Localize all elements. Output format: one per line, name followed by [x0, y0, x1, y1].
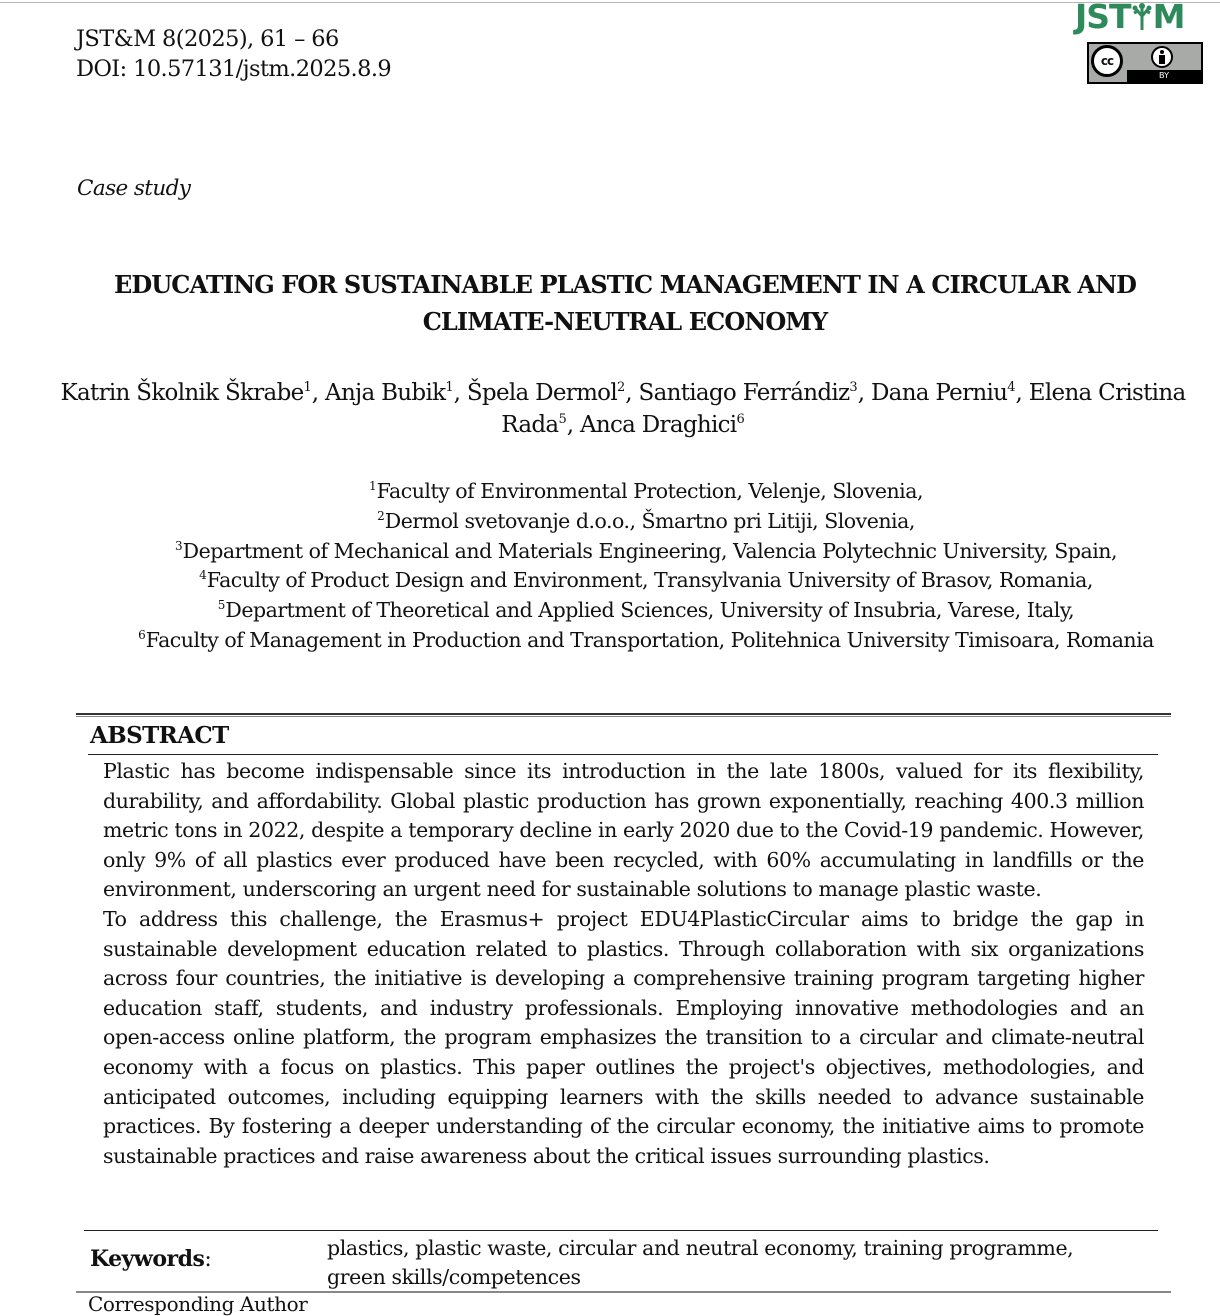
title-line-2: CLIMATE-NEUTRAL ECONOMY [422, 307, 828, 336]
cc-by-license-badge[interactable] [1087, 42, 1203, 84]
journal-citation: JST&M 8(2025), 61 – 66 [76, 26, 339, 52]
journal-info [76, 24, 391, 84]
doi: DOI: 10.57131/jstm.2025.8.9 [76, 56, 392, 82]
affiliation-number: 5 [217, 598, 226, 613]
author-name: Anca Draghici [579, 412, 737, 438]
journal-logo [1075, 0, 1203, 34]
abstract-top-rule [76, 713, 1171, 717]
author-name: Elena Cristina Rada [501, 380, 1186, 438]
author-name: Santiago Ferrándiz [638, 380, 850, 406]
author-affiliation-mark: 4 [1007, 380, 1016, 395]
creative-commons-icon: cc [1091, 45, 1123, 77]
author-affiliation-mark: 2 [617, 380, 626, 395]
affiliation-number: 2 [377, 508, 385, 523]
abstract-heading-rule [88, 754, 1158, 755]
logo-text-right: M [1152, 0, 1185, 36]
abstract-paragraph: To address this challenge, the Erasmus+ project EDU4PlasticCircular aims to bridge the gap in sustainable development education related to plastics. Through collaboration with six organizations across four countries, the initiative is developing a comprehensive training program targeting higher education staff, students, and industry professionals. Employing innovative methodologies and an open-access online platform, the program emphasizes the transition to a circular and climate-neutral economy with a focus on plastics. This paper outlines the project's objectives, methodologies, and anticipated outcomes, including equipping learners with the skills needed to advance sustainable practices. By fostering a deeper understanding of the circular economy, the initiative aims to promote sustainable practices and raise awareness about the critical issues surrounding plastics. [103, 906, 1144, 1168]
author-affiliation-mark: 1 [303, 380, 312, 395]
author-name: Dana Perniu [870, 380, 1008, 406]
tree-icon [1131, 2, 1153, 30]
affiliation-number: 6 [138, 627, 146, 642]
affiliation-text: Faculty of Product Design and Environment, Transylvania University of Brasov, Romania, [206, 568, 1093, 593]
author-name: Katrin Školnik Škrabe [60, 380, 304, 406]
affiliation-text: Faculty of Environmental Protection, Velenje, Slovenia, [376, 479, 923, 503]
affiliation-number: 1 [369, 479, 377, 493]
affiliation-item [130, 507, 1162, 537]
paper-title [60, 266, 1190, 340]
author-list: Katrin Školnik Škrabe$^1$, Anja Bubik$^1$, Špela Dermol$^2$, Santiago Ferrándiz$^3$, Dana Perniu$^4$, Elena Cristina Rada$^5$, Anca Draghici$^6$ [60, 380, 1186, 438]
abstract-paragraph: Plastic has become indispensable since its introduction in the late 1800s, valued for its flexibility, durability, and affordability. Global plastic production has grown exponentially, reaching 400.3 million metric tons in 2022, despite a temporary decline in early 2020 due to the Covid-19 pandemic. However, only 9% of all plastics ever produced have been recycled, with 60% accumulating in landfills or the environment, underscoring an urgent need for sustainable solutions to manage plastic waste. [103, 759, 1144, 902]
attribution-person-icon [1151, 46, 1173, 68]
affiliation-item [130, 626, 1162, 656]
affiliation-number: 3 [175, 538, 183, 553]
author-affiliation-mark: 3 [849, 380, 858, 395]
article-type: Case study [77, 176, 191, 201]
author-affiliation-mark: 6 [736, 412, 745, 427]
keywords-top-rule [84, 1230, 1158, 1231]
affiliation-text: Dermol svetovanje d.o.o., Šmartno pri Litiji, Slovenia, [384, 508, 915, 533]
by-label: BY [1159, 71, 1169, 80]
keywords-value [327, 1234, 1147, 1292]
keywords-label-colon: : [204, 1247, 212, 1272]
abstract-body [103, 757, 1144, 1171]
affiliation-text: Department of Mechanical and Materials Engineering, Valencia Polytechnic University, Spain, [182, 538, 1117, 563]
keywords-line-1: plastics, plastic waste, circular and neutral economy, training programme, [327, 1236, 1074, 1260]
affiliation-item [130, 537, 1162, 567]
abstract-heading: ABSTRACT [90, 722, 229, 749]
title-line-1: EDUCATING FOR SUSTAINABLE PLASTIC MANAGEMENT IN A CIRCULAR AND [113, 270, 1137, 299]
logo-text-left: JST [1075, 0, 1131, 36]
keywords-line-2: green skills/competences [327, 1265, 581, 1289]
affiliation-text: Faculty of Management in Production and Transportation, Politehnica University Timisoara, Romania [145, 627, 1154, 652]
keywords-label-text: Keywords [90, 1246, 205, 1272]
corresponding-author-cut: Corresponding Author [88, 1292, 308, 1316]
keywords-label [90, 1246, 211, 1272]
author-name: Špela Dermol [466, 380, 617, 406]
affiliation-item [130, 477, 1162, 507]
top-border [0, 2, 1220, 3]
author-name: Anja Bubik [325, 380, 446, 406]
author-affiliation-mark: 5 [558, 412, 567, 427]
affiliation-item [130, 566, 1162, 596]
affiliation-text: Department of Theoretical and Applied Sciences, University of Insubria, Varese, Italy, [225, 598, 1075, 623]
affiliation-item [130, 596, 1162, 626]
author-affiliation-mark: 1 [445, 380, 454, 395]
affiliation-number: 4 [199, 568, 207, 583]
affiliation-list [130, 477, 1162, 656]
